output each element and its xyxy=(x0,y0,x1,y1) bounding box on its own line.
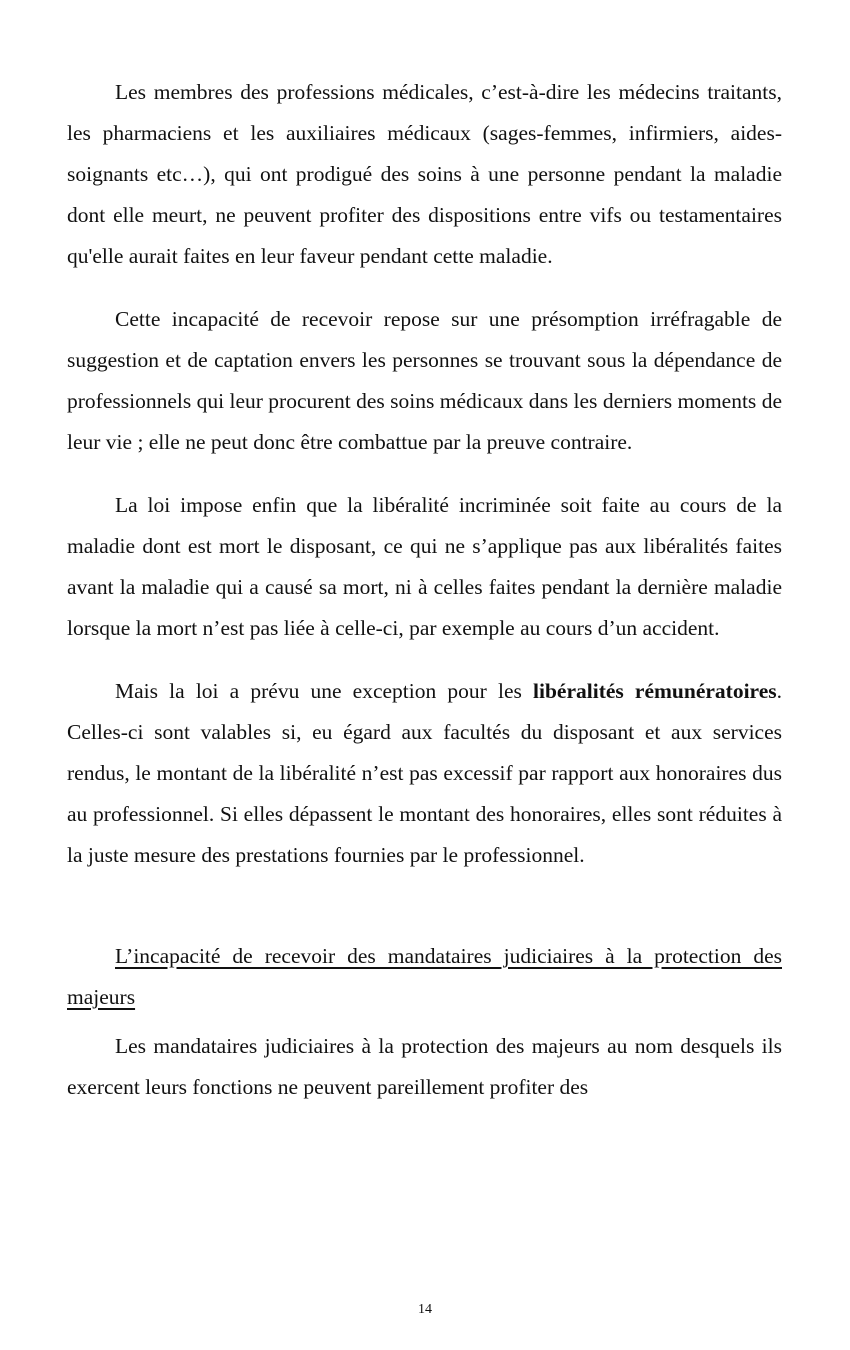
paragraph-incapacity-presumption: Cette incapacité de recevoir repose sur une présomption irréfragable de suggestion et de captation envers les personnes se trouvant sous la dépendance de professionnels qui leur procurent des soins médicaux dans les derniers moments de leur vie ; elle ne peut donc être combattue par la preuve contraire. xyxy=(67,307,782,454)
section-heading: L’incapacité de recevoir des mandataires judiciaires à la protection des majeurs xyxy=(67,944,782,1009)
exception-text-after: . Celles-ci sont valables si, eu égard aux facultés du disposant et aux services rendus, le montant de la libéralité n’est pas excessif par rapport aux honoraires dus au professionnel. Si elles dépassent le montant des honoraires, elles sont réduites à la juste mesure des prestations fournies par le professionnel. xyxy=(67,679,782,867)
exception-text-before: Mais la loi a prévu une exception pour les xyxy=(115,679,534,703)
paragraph-illness-condition: La loi impose enfin que la libéralité incriminée soit faite au cours de la maladie dont est mort le disposant, ce qui ne s’applique pas aux libéralités faites avant la maladie qui a causé sa mort, ni à celles faites pendant la dernière maladie lorsque la mort n’est pas liée à celle-ci, par exemple au cours d’un accident. xyxy=(67,493,782,640)
paragraph-judicial-mandataries: Les mandataires judiciaires à la protection des majeurs au nom desquels ils exercent leurs fonctions ne peuvent pareillement profiter des xyxy=(67,1034,782,1099)
paragraph-medical-professions: Les membres des professions médicales, c’est-à-dire les médecins traitants, les pharmaciens et les auxiliaires médicaux (sages-femmes, infirmiers, aides-soignants etc…), qui ont prodigué des soins à une personne pendant la maladie dont elle meurt, ne peuvent profiter des dispositions entre vifs ou testamentaires qu'elle aurait faites en leur faveur pendant cette maladie. xyxy=(67,80,782,268)
paragraph-exception xyxy=(67,671,782,876)
document-page xyxy=(67,72,782,1130)
page-number: 14 xyxy=(418,1302,432,1317)
exception-bold-term: libéralités rémunératoires xyxy=(533,679,777,703)
